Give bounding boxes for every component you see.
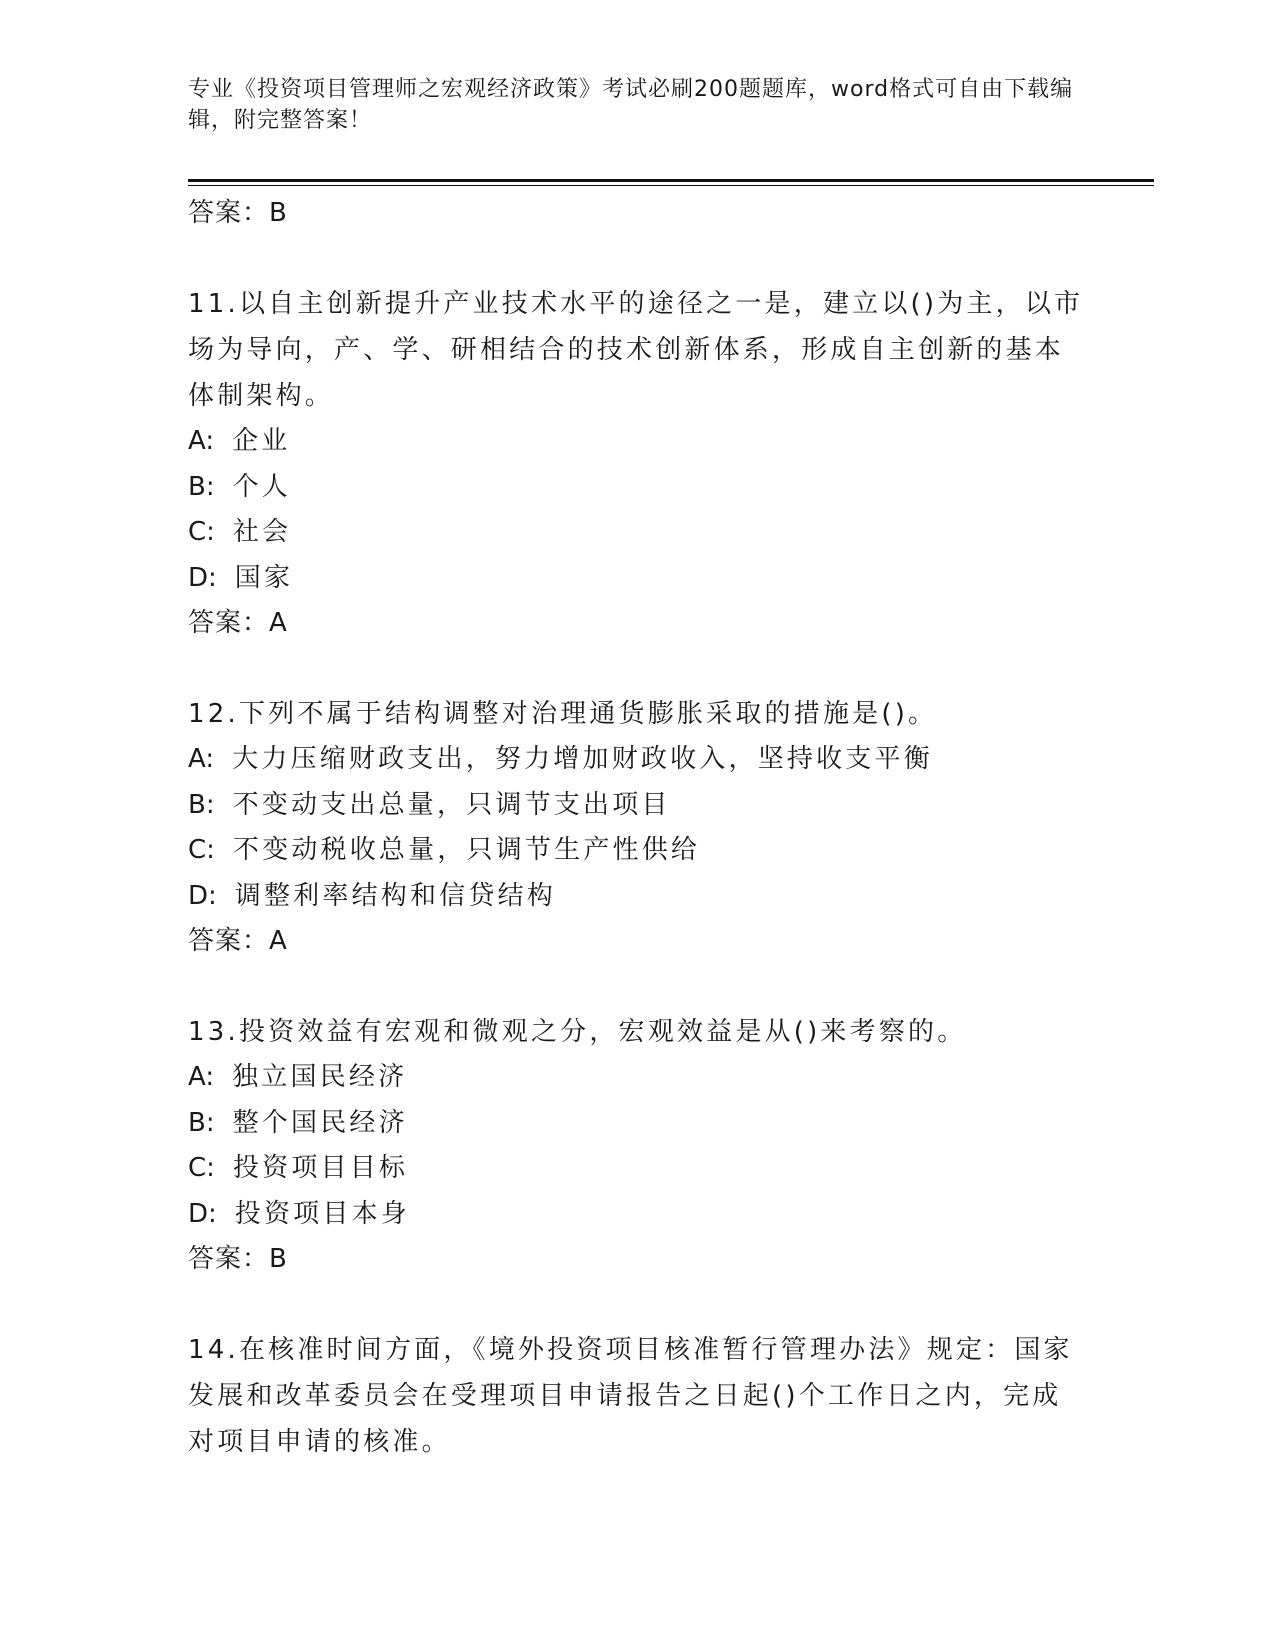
option-b (188, 465, 1088, 511)
option-letter: B: (188, 1107, 215, 1138)
option-letter: A: (188, 1062, 215, 1092)
option-text: 整个国民经济 (232, 1107, 408, 1138)
question-text: 14.在核准时间方面，《境外投资项目核准暂行管理办法》规定：国家发展和改革委员会在受理项目申请报告之日起()个工作日之内，完成对项目申请的核准。 (188, 1335, 1073, 1457)
option-a (188, 1055, 1088, 1101)
option-text: 不变动税收总量，只调节生产性供给 (232, 835, 701, 865)
option-letter: D: (188, 880, 217, 911)
question-text: 13.投资效益有宏观和微观之分，宏观效益是从()来考察的。 (188, 1017, 967, 1047)
option-d (188, 1192, 1088, 1238)
header-rule-thin (188, 185, 1154, 186)
question-text: 12.下列不属于结构调整对治理通货膨胀采取的措施是()。 (188, 699, 938, 729)
option-text: 独立国民经济 (232, 1062, 408, 1092)
option-c (188, 828, 1088, 874)
document-body (188, 187, 1088, 1465)
option-letter: C: (188, 1153, 215, 1183)
question-text: 11.以自主创新提升产业技术水平的途径之一是，建立以()为主，以市场为导向，产、学、研相结合的技术创新体系，形成自主创新的基本体制架构。 (188, 289, 1084, 411)
option-text: 不变动支出总量，只调节支出项目 (232, 789, 671, 820)
option-letter: B: (188, 789, 215, 820)
option-letter: D: (188, 562, 217, 593)
option-text: 调整利率结构和信贷结构 (234, 880, 556, 911)
option-c (188, 510, 1088, 556)
option-text: 企业 (232, 426, 291, 456)
header-rule-thick (188, 179, 1154, 182)
option-letter: C: (188, 517, 215, 547)
option-letter: B: (188, 471, 215, 502)
option-letter: D: (188, 1198, 217, 1229)
option-letter: C: (188, 835, 215, 865)
option-b (188, 1101, 1088, 1147)
question-block (188, 691, 1088, 963)
question-block (188, 1327, 1088, 1465)
question-block (188, 281, 1088, 645)
answer-line: 答案：B (188, 198, 288, 228)
answer-line: 答案：B (188, 1244, 288, 1274)
answer-line: 答案：A (188, 926, 288, 956)
option-text: 社会 (232, 517, 292, 547)
option-b (188, 783, 1088, 829)
option-d (188, 556, 1088, 602)
option-text: 大力压缩财政支出，努力增加财政收入，坚持收支平衡 (232, 744, 933, 774)
option-a (188, 737, 1088, 783)
option-letter: A: (188, 426, 215, 456)
page-header: 专业《投资项目管理师之宏观经济政策》考试必刷200题题库，word格式可自由下载编辑，附完整答案！ (188, 77, 1074, 133)
option-c (188, 1146, 1088, 1192)
option-text: 国家 (234, 562, 294, 593)
option-d (188, 874, 1088, 920)
option-text: 投资项目本身 (234, 1198, 410, 1229)
option-text: 个人 (232, 471, 292, 502)
question-block (188, 1009, 1088, 1281)
option-text: 投资项目目标 (232, 1153, 409, 1183)
option-letter: A: (188, 744, 215, 774)
answer-line: 答案：A (188, 608, 288, 638)
option-a (188, 419, 1088, 465)
